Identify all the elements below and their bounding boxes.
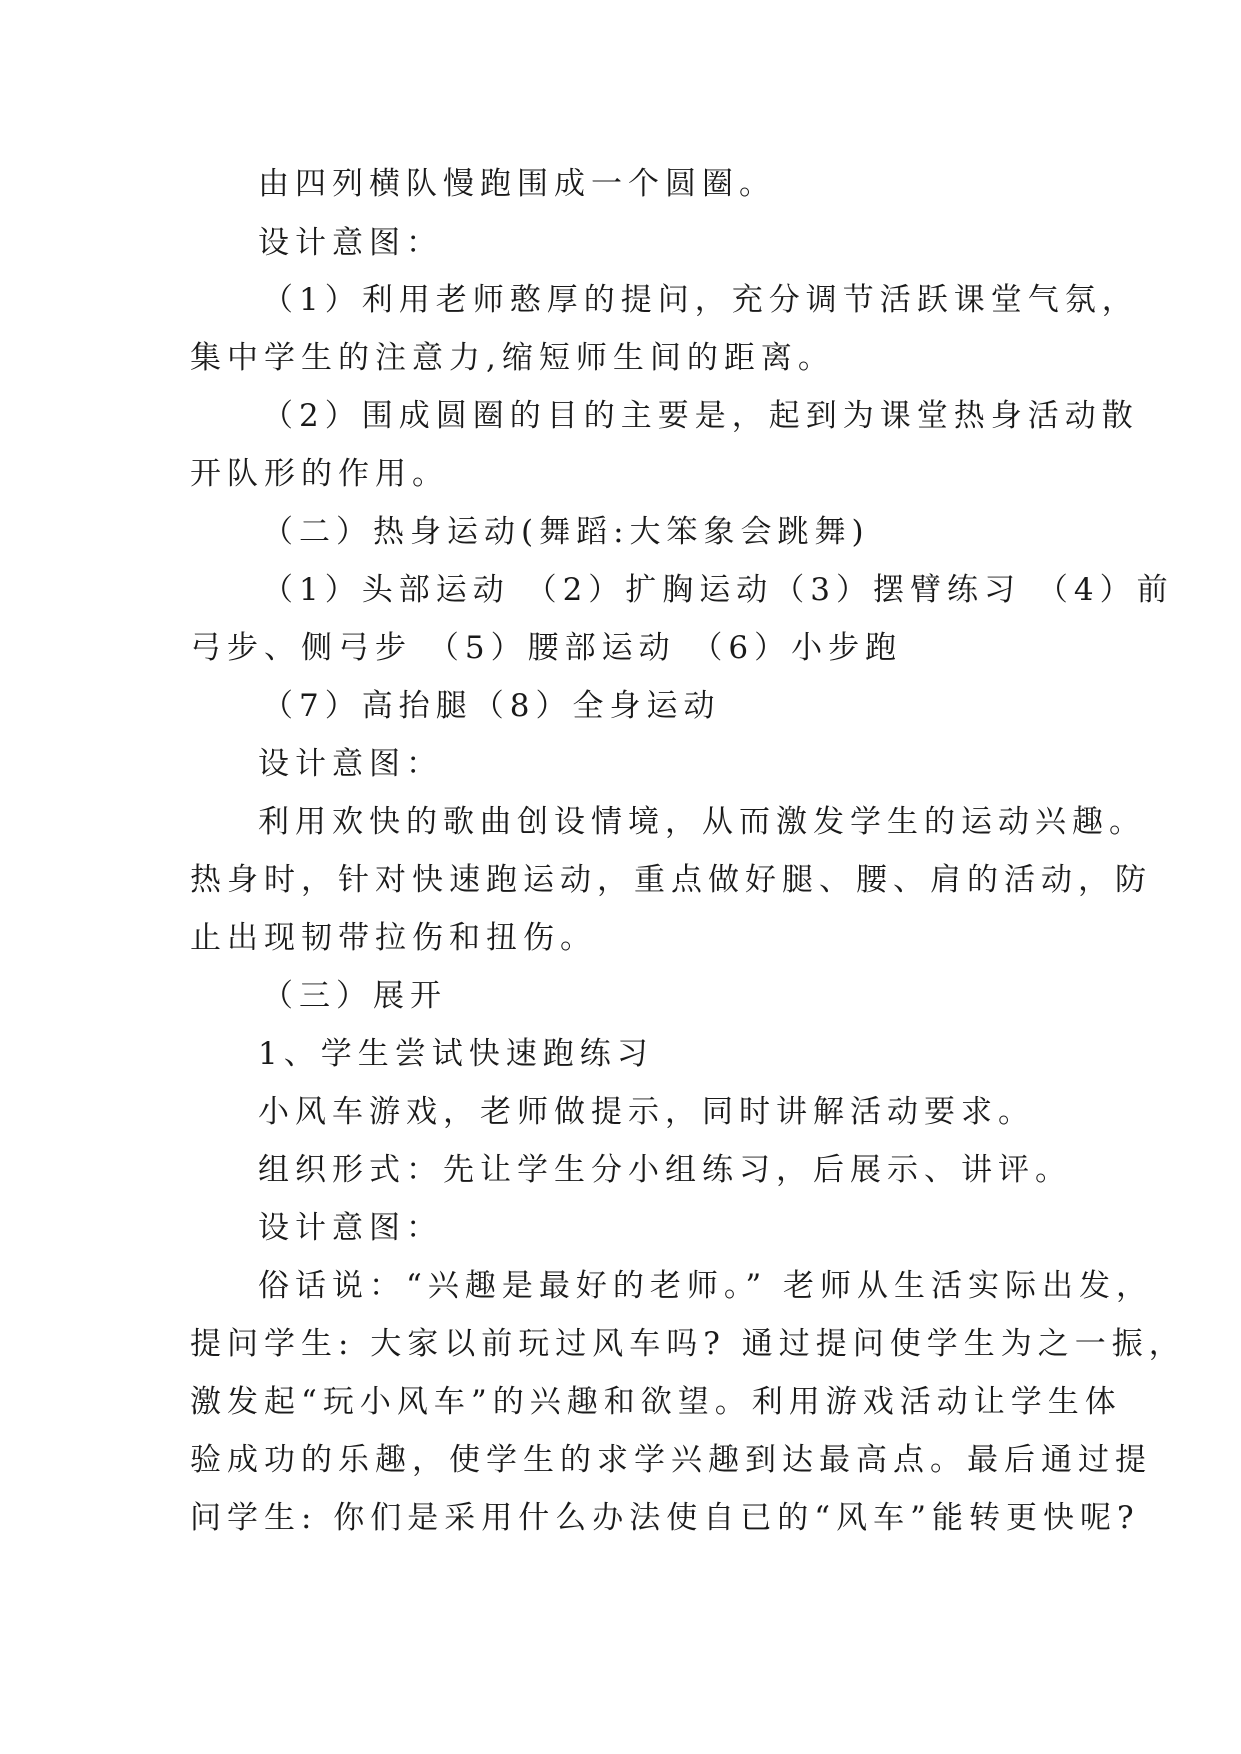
paragraph-line-13: 热身时，针对快速跑运动，重点做好腿、腰、肩的活动，防 [190,862,1152,898]
paragraph-line-21: 提问学生: 大家以前玩过风车吗? 通过提问使学生为之一振， [190,1326,1186,1362]
paragraph-line-17: 小风车游戏，老师做提示，同时讲解活动要求。 [258,1094,1035,1130]
paragraph-line-14: 止出现韧带拉伤和扭伤。 [190,920,597,956]
paragraph-line-20: 俗话说：“兴趣是最好的老师。” 老师从生活实际出发， [258,1268,1154,1304]
paragraph-line-18: 组织形式：先让学生分小组练习，后展示、讲评。 [258,1152,1072,1188]
paragraph-line-6: 开队形的作用。 [190,456,449,492]
paragraph-line-4: 集中学生的注意力,缩短师生间的距离。 [190,340,835,376]
paragraph-line-8: （1）头部运动 （2）扩胸运动（3）摆臂练习 （4）前 [262,572,1174,608]
paragraph-line-11: 设计意图： [258,746,443,782]
paragraph-line-16: 1、学生尝试快速跑练习 [258,1036,654,1072]
paragraph-line-23: 验成功的乐趣，使学生的求学兴趣到达最高点。最后通过提 [190,1442,1152,1478]
paragraph-line-5: （2）围成圆圈的目的主要是，起到为课堂热身活动散 [262,398,1139,434]
paragraph-line-22: 激发起“玩小风车”的兴趣和欲望。利用游戏活动让学生体 [190,1384,1122,1420]
paragraph-line-3: （1）利用老师憨厚的提问，充分调节活跃课堂气氛， [262,282,1139,318]
paragraph-line-1: 由四列横队慢跑围成一个圆圈。 [258,166,776,202]
paragraph-line-10: （7）高抬腿（8）全身运动 [262,688,721,724]
paragraph-line-9: 弓步、侧弓步 （5）腰部运动 （6）小步跑 [190,630,903,666]
paragraph-line-7: （二）热身运动(舞蹈:大笨象会跳舞) [262,514,870,550]
paragraph-line-19: 设计意图： [258,1210,443,1246]
paragraph-line-2: 设计意图： [258,225,443,261]
paragraph-line-12: 利用欢快的歌曲创设情境，从而激发学生的运动兴趣。 [258,804,1146,840]
paragraph-line-15: （三）展开 [262,978,447,1014]
paragraph-line-24: 问学生: 你们是采用什么办法使自已的“风车”能转更快呢? [190,1500,1140,1536]
